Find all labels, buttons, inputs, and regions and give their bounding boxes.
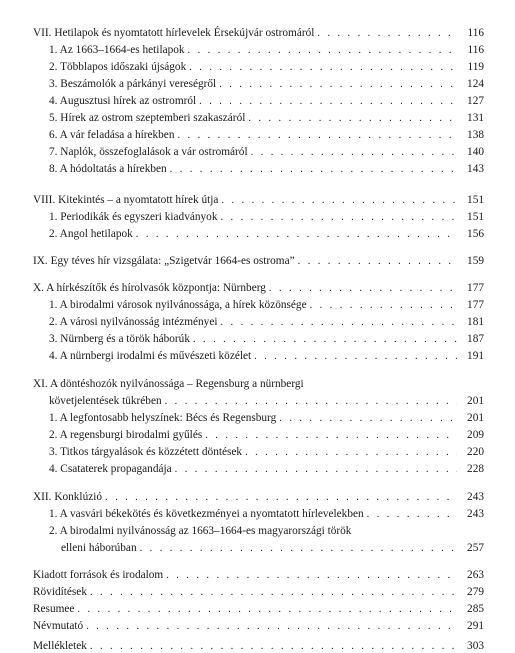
- toc-entry: [49, 61, 484, 74]
- toc-entry: [49, 316, 484, 329]
- toc-page-number: 177: [467, 299, 484, 311]
- toc-entry: [49, 412, 484, 425]
- toc-entry-title: VII. Hetilapok és nyomtatott hírlevelek Érsekújvár ostromáról: [33, 27, 315, 39]
- toc-leader-dots: [317, 27, 457, 40]
- toc-entry-title: 1. A birodalmi városok nyilvánossága, a hírek közönsége: [49, 299, 307, 311]
- toc-entry-title: Névmutató: [33, 620, 84, 632]
- toc-page-number: 138: [467, 129, 484, 141]
- toc-page-number: 257: [467, 542, 484, 554]
- toc-page-number: 191: [467, 350, 484, 362]
- toc-page-number: 209: [467, 429, 484, 441]
- toc-page-number: 303: [467, 640, 484, 652]
- toc-leader-dots: [170, 163, 457, 176]
- toc-page-number: 201: [467, 395, 484, 407]
- toc-entry: [49, 508, 484, 521]
- toc-entry: [33, 378, 484, 391]
- toc-entry: [33, 603, 484, 616]
- toc-leader-dots: [189, 61, 457, 74]
- toc-entry: [33, 569, 484, 582]
- toc-entry-title: 2. A regensburgi birodalmi gyűlés: [49, 429, 203, 441]
- toc-entry: [49, 525, 484, 538]
- toc-leader-dots: [166, 569, 457, 582]
- toc-entry: [49, 95, 484, 108]
- toc-page-number: 143: [467, 163, 484, 175]
- toc-entry-title: 6. A vár feladása a hírekben: [49, 129, 175, 141]
- toc-leader-dots: [136, 228, 457, 241]
- toc-entry-title: IX. Egy téves hír vizsgálata: „Szigetvár 1664-es ostroma”: [33, 255, 295, 267]
- toc-leader-dots: [248, 112, 457, 125]
- toc-entry-title: Rövidítések: [33, 586, 87, 598]
- toc-entry-title: XI. A döntéshozók nyilvánossága – Regensburg a nürnbergi: [33, 378, 304, 390]
- toc-entry-title: VIII. Kitekintés – a nyomtatott hírek útja: [33, 194, 219, 206]
- toc-leader-dots: [245, 446, 457, 459]
- toc-page-number: 291: [467, 620, 484, 632]
- toc-leader-dots: [205, 429, 457, 442]
- toc-page-number: 159: [467, 255, 484, 267]
- toc-leader-dots: [199, 95, 457, 108]
- toc-page-number: 156: [467, 228, 484, 240]
- toc-entry: [49, 211, 484, 224]
- toc-page-number: 124: [467, 78, 484, 90]
- toc-leader-dots: [269, 282, 457, 295]
- toc-leader-dots: [193, 333, 457, 346]
- toc-leader-dots: [175, 463, 457, 476]
- toc-page-number: 116: [467, 27, 484, 39]
- toc-page-number: 151: [467, 194, 484, 206]
- toc-entry: [49, 333, 484, 346]
- toc-entry-title: X. A hírkészítők és hírolvasók központja: Nürnberg: [33, 282, 266, 294]
- toc-leader-dots: [367, 508, 457, 521]
- toc-entry-title: Mellékletek: [33, 640, 87, 652]
- toc-page-number: 119: [467, 61, 484, 73]
- toc-page-number: 243: [467, 508, 484, 520]
- toc-entry: [33, 640, 484, 653]
- toc-page-number: 220: [467, 446, 484, 458]
- toc-entry: [33, 255, 484, 268]
- toc-entry-title: 4. Augusztusi hírek az ostromról: [49, 95, 197, 107]
- toc-leader-dots: [310, 299, 457, 312]
- toc-leader-dots: [177, 129, 457, 142]
- toc-page-number: 285: [467, 603, 484, 615]
- toc-leader-dots: [279, 412, 457, 425]
- toc-leader-dots: [219, 78, 457, 91]
- toc-entry-title: 1. A vasvári békekötés és következményei a nyomtatott hírlevelekben: [49, 508, 364, 520]
- toc-leader-dots: [77, 603, 457, 616]
- toc-entry-title: Kiadott források és irodalom: [33, 569, 164, 581]
- toc-entry: [49, 44, 484, 57]
- toc-entry-title: 3. Nürnberg és a török háborúk: [49, 333, 190, 345]
- toc-entry: [49, 78, 484, 91]
- toc-entry-title: 1. A legfontosabb helyszínek: Bécs és Regensburg: [49, 412, 277, 424]
- toc-leader-dots: [221, 194, 457, 207]
- toc-page-number: 228: [467, 463, 484, 475]
- toc-page-number: 201: [467, 412, 484, 424]
- toc-leader-dots: [298, 255, 457, 268]
- toc-entry: [49, 112, 484, 125]
- toc-leader-dots: [220, 211, 457, 224]
- toc-page-number: 263: [467, 569, 484, 581]
- toc-entry: [33, 282, 484, 295]
- toc-entry-title: 8. A hódoltatás a hírekben: [49, 163, 167, 175]
- toc-page-number: 116: [467, 44, 484, 56]
- toc-leader-dots: [251, 146, 457, 159]
- toc-entry: [33, 491, 484, 504]
- toc-entry: [49, 429, 484, 442]
- toc-leader-dots: [90, 586, 457, 599]
- toc-page-number: 140: [467, 146, 484, 158]
- toc-entry-title: XII. Konklúzió: [33, 491, 103, 503]
- toc-leader-dots: [254, 350, 457, 363]
- toc-entry-title: 4. Csataterek propagandája: [49, 463, 172, 475]
- toc-page-number: 151: [467, 211, 484, 223]
- toc-entry: [49, 446, 484, 459]
- toc-entry-title: 3. Titkos tárgyalások és közzétett döntések: [49, 446, 243, 458]
- toc-page-number: 131: [467, 112, 484, 124]
- toc-entry-title: elleni háborúban: [61, 542, 137, 554]
- toc-entry-title: 2. A városi nyilvánosság intézményei: [49, 316, 218, 328]
- toc-entry: [33, 194, 484, 207]
- toc-page-number: 243: [467, 491, 484, 503]
- toc-entry: [49, 463, 484, 476]
- toc-entry-title: 3. Beszámolók a párkányi vereségről: [49, 78, 217, 90]
- toc-entry: [49, 299, 484, 312]
- toc-page-number: 187: [467, 333, 484, 345]
- toc-leader-dots: [105, 491, 457, 504]
- toc-entry: [33, 586, 484, 599]
- toc-entry: [49, 163, 484, 176]
- toc-leader-dots: [140, 542, 457, 555]
- toc-leader-dots: [220, 316, 457, 329]
- toc-leader-dots: [86, 620, 457, 633]
- toc-entry: [49, 129, 484, 142]
- toc-entry: [33, 620, 484, 633]
- toc-entry: [33, 27, 484, 40]
- toc-entry: [49, 146, 484, 159]
- toc-entry-title: követjelentések tükrében: [49, 395, 162, 407]
- toc-entry: [49, 228, 484, 241]
- toc-entry-title: 1. Periodikák és egyszeri kiadványok: [49, 211, 218, 223]
- toc-entry-title: 2. Angol hetilapok: [49, 228, 133, 240]
- toc-entry-title: 1. Az 1663–1664-es hetilapok: [49, 44, 185, 56]
- toc-entry-title: Resumee: [33, 603, 75, 615]
- toc-page-number: 181: [467, 316, 484, 328]
- toc-page-number: 177: [467, 282, 484, 294]
- toc-entry: [49, 350, 484, 363]
- toc-entry-title: 2. Többlapos időszaki újságok: [49, 61, 187, 73]
- toc-entry-title: 5. Hírek az ostrom szeptemberi szakaszáról: [49, 112, 246, 124]
- toc-entry-title: 2. A birodalmi nyilvánosság az 1663–1664-es magyarországi török: [49, 525, 352, 537]
- toc-entry: [61, 542, 484, 555]
- toc-entry-title: 7. Naplók, összefoglalások a vár ostromáról: [49, 146, 248, 158]
- toc-page-number: 279: [467, 586, 484, 598]
- toc-leader-dots: [165, 395, 457, 408]
- toc-page-number: 127: [467, 95, 484, 107]
- toc-entry-title: 4. A nürnbergi irodalmi és művészeti közélet: [49, 350, 252, 362]
- toc-leader-dots: [90, 640, 457, 653]
- toc-entry: [49, 395, 484, 408]
- toc-leader-dots: [188, 44, 457, 57]
